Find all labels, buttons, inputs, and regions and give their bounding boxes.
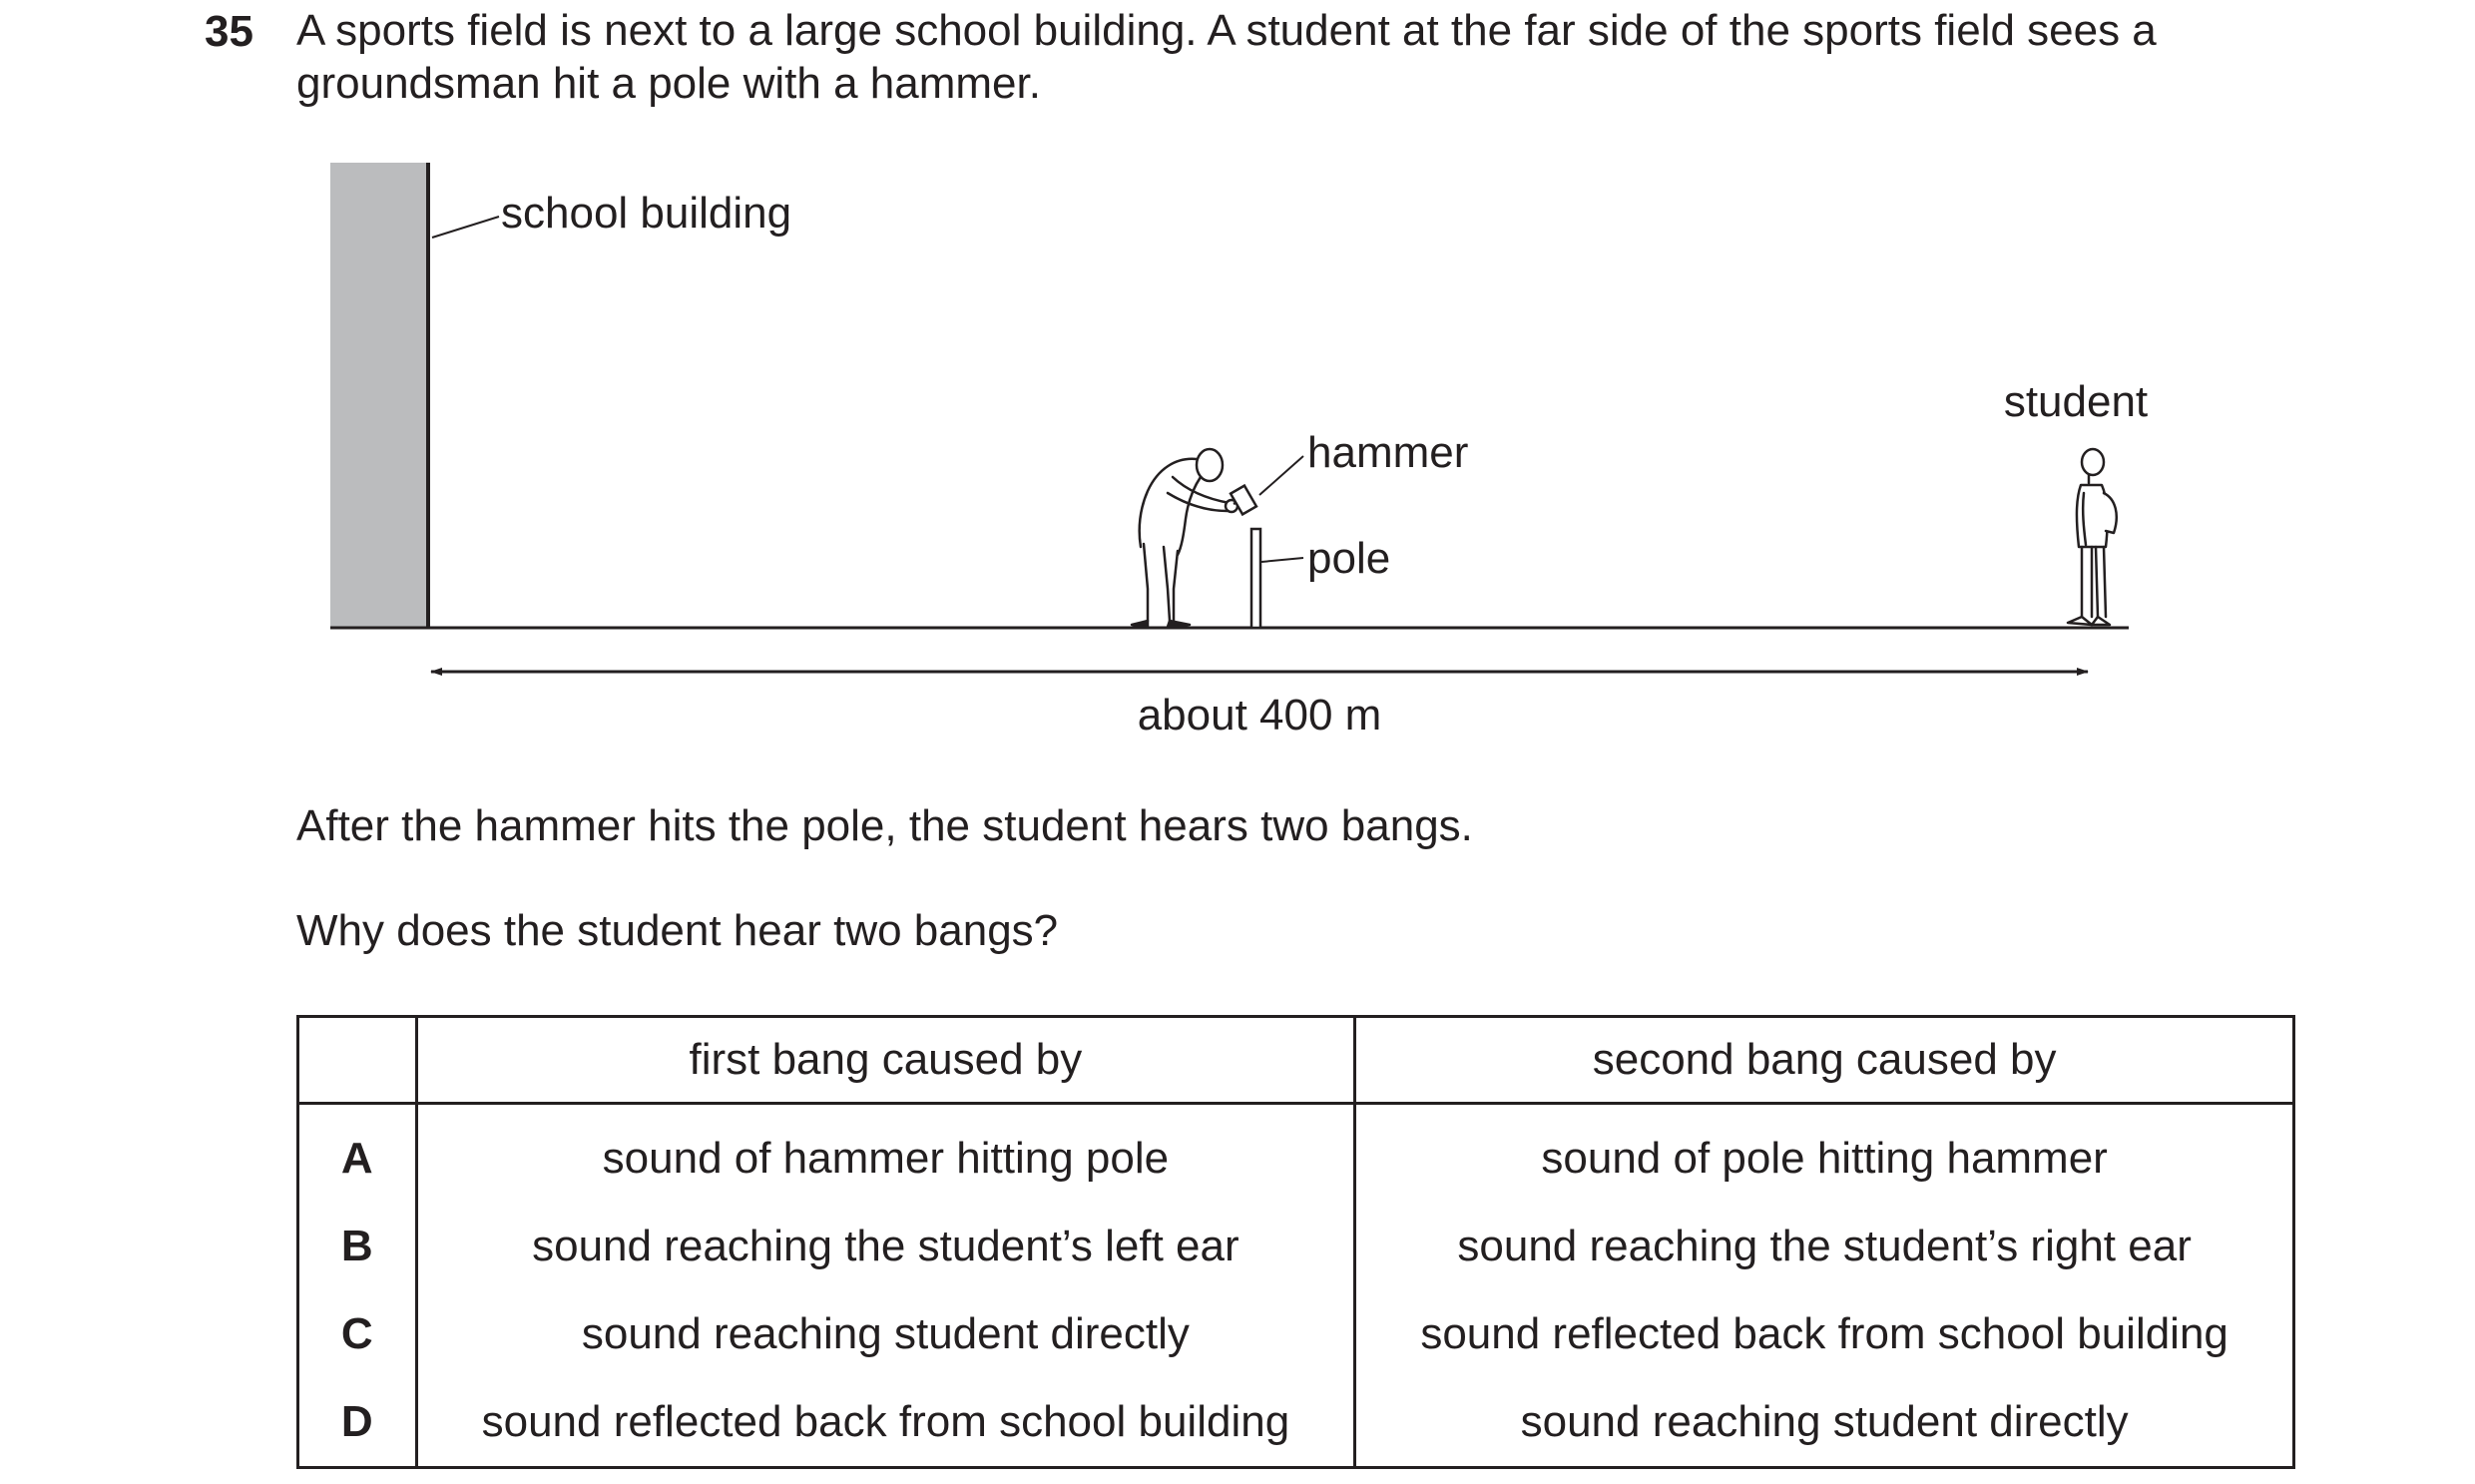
option-letter: C bbox=[298, 1290, 417, 1378]
option-letter: B bbox=[298, 1203, 417, 1290]
groundsman-figure bbox=[1132, 449, 1238, 627]
option-letter: A bbox=[298, 1104, 417, 1204]
option-second-bang: sound of pole hitting hammer bbox=[1355, 1104, 2294, 1204]
option-first-bang: sound of hammer hitting pole bbox=[416, 1104, 1355, 1204]
hammer-leader-line bbox=[1259, 456, 1303, 495]
answer-options-table bbox=[296, 1015, 2295, 1469]
student-figure bbox=[2068, 449, 2117, 625]
option-row-b[interactable] bbox=[298, 1203, 2294, 1290]
option-first-bang: sound reflected back from school building bbox=[416, 1378, 1355, 1468]
question-number: 35 bbox=[205, 7, 253, 56]
option-letter: D bbox=[298, 1378, 417, 1468]
question-stem: A sports field is next to a large school building. A student at the far side of the sports field sees a groundsman hit a pole with a hammer. bbox=[296, 6, 2157, 108]
prompt-paragraph: Why does the student hear two bangs? bbox=[296, 906, 1059, 955]
option-row-a[interactable] bbox=[298, 1104, 2294, 1204]
option-row-d[interactable] bbox=[298, 1378, 2294, 1468]
table-header-row bbox=[298, 1017, 2294, 1104]
option-first-bang: sound reaching student directly bbox=[416, 1290, 1355, 1378]
option-first-bang: sound reaching the student’s left ear bbox=[416, 1203, 1355, 1290]
option-second-bang: sound reaching student directly bbox=[1355, 1378, 2294, 1468]
pole-label: pole bbox=[1307, 534, 1391, 583]
pole bbox=[1251, 529, 1260, 628]
pole-leader-line bbox=[1261, 558, 1303, 562]
header-letter-cell bbox=[298, 1017, 417, 1104]
distance-label: about 400 m bbox=[1137, 691, 1382, 740]
school-building-label: school building bbox=[501, 189, 792, 238]
student-label: student bbox=[2003, 377, 2149, 426]
header-second-bang: second bang caused by bbox=[1355, 1017, 2294, 1104]
school-building bbox=[330, 163, 428, 628]
option-second-bang: sound reflected back from school building bbox=[1355, 1290, 2294, 1378]
school-building-leader-line bbox=[432, 217, 499, 238]
option-row-c[interactable] bbox=[298, 1290, 2294, 1378]
option-second-bang: sound reaching the student’s right ear bbox=[1355, 1203, 2294, 1290]
header-first-bang: first bang caused by bbox=[416, 1017, 1355, 1104]
context-paragraph: After the hammer hits the pole, the student hears two bangs. bbox=[296, 801, 1473, 850]
hammer-label: hammer bbox=[1307, 428, 1469, 477]
